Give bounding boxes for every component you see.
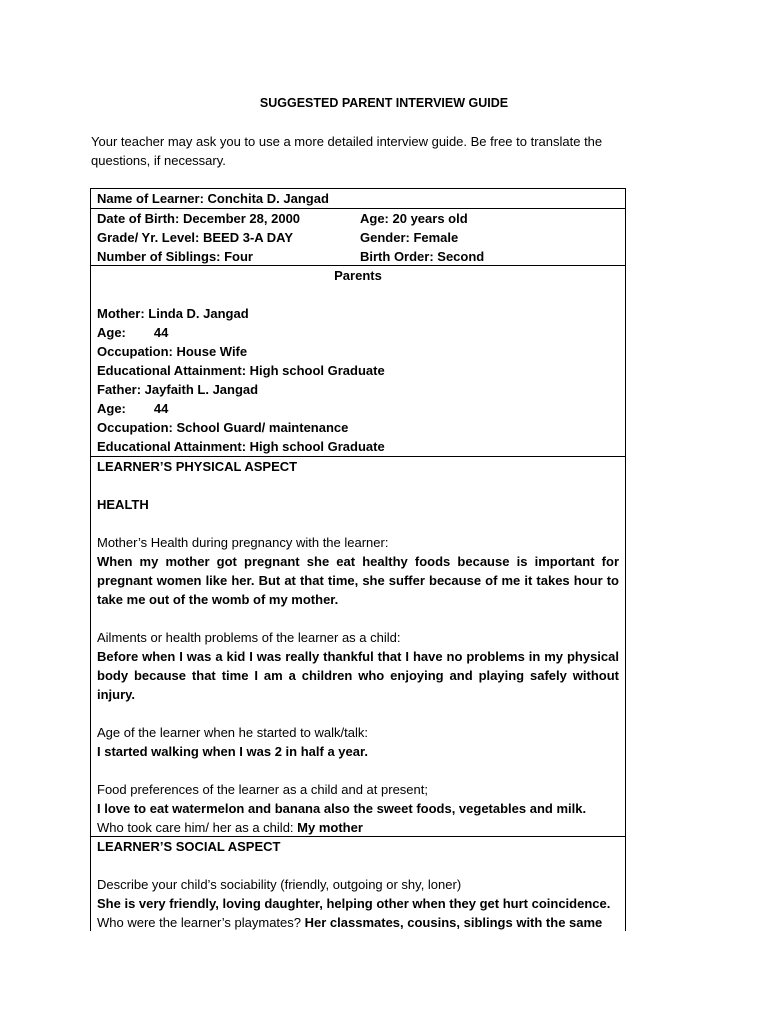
social-aspect-heading: LEARNER’S SOCIAL ASPECT [97, 839, 281, 854]
caretaker-line [97, 818, 619, 837]
gender: Gender: Female [360, 230, 459, 245]
physical-aspect-heading: LEARNER’S PHYSICAL ASPECT [97, 459, 298, 474]
ailments-answer: Before when I was a kid I was really thankful that I have no problems in my physical body because that time I am a children who enjoying and playing safely without injury. [97, 649, 619, 702]
playmates-answer: Her classmates, cousins, siblings with the same [304, 915, 603, 930]
father-age-label: Age: [97, 401, 126, 416]
pregnancy-answer: When my mother got pregnant she eat healthy foods because is important for pregnant women like her. But at that time, she suffer because of me it takes hour to take me out of the womb of my mother. [97, 554, 619, 607]
father-name: Father: Jayfaith L. Jangad [97, 382, 259, 397]
document-title: SUGGESTED PARENT INTERVIEW GUIDE [259, 96, 509, 110]
food-question: Food preferences of the learner as a child and at present; [97, 782, 428, 797]
father-education: Educational Attainment: High school Graduate [97, 439, 385, 454]
walk-talk-answer: I started walking when I was 2 in half a year. [97, 744, 368, 759]
caretaker-answer: My mother [297, 820, 363, 835]
mother-age: 44 [153, 325, 169, 340]
physical-aspect-cell [91, 457, 625, 837]
playmates-line [97, 913, 619, 931]
learner-name: Name of Learner: Conchita D. Jangad [97, 191, 329, 206]
interview-table [90, 188, 626, 931]
number-of-siblings: Number of Siblings: Four [97, 249, 253, 264]
food-answer: I love to eat watermelon and banana also the sweet foods, vegetables and milk. [97, 801, 587, 816]
father-age: 44 [153, 401, 169, 416]
mother-occupation: Occupation: House Wife [97, 344, 248, 359]
health-heading: HEALTH [97, 497, 149, 512]
ailments-question: Ailments or health problems of the learner as a child: [97, 630, 401, 645]
pregnancy-question: Mother’s Health during pregnancy with the learner: [97, 535, 389, 550]
learner-name-cell [91, 189, 625, 209]
mother-name: Mother: Linda D. Jangad [97, 306, 249, 321]
father-occupation: Occupation: School Guard/ maintenance [97, 420, 349, 435]
playmates-question: Who were the learner’s playmates? [97, 915, 305, 930]
social-aspect-cell [91, 837, 625, 931]
mother-age-line [97, 323, 619, 342]
father-age-line [97, 399, 619, 418]
mother-education: Educational Attainment: High school Graduate [97, 363, 385, 378]
learner-info-cell [91, 209, 625, 266]
intro-paragraph: Your teacher may ask you to use a more detailed interview guide. Be free to translate the questions, if necessary. [91, 134, 603, 168]
grade-level: Grade/ Yr. Level: BEED 3-A DAY [97, 230, 294, 245]
mother-age-label: Age: [97, 325, 126, 340]
date-of-birth: Date of Birth: December 28, 2000 [97, 211, 301, 226]
parents-heading: Parents [334, 268, 382, 283]
walk-talk-question: Age of the learner when he started to walk/talk: [97, 725, 368, 740]
learner-age: Age: 20 years old [360, 211, 468, 226]
sociability-answer: She is very friendly, loving daughter, helping other when they get hurt coincidence. [97, 896, 611, 911]
parents-cell [91, 266, 625, 457]
sociability-question: Describe your child’s sociability (friendly, outgoing or shy, loner) [97, 877, 462, 892]
birth-order: Birth Order: Second [360, 249, 485, 264]
caretaker-question: Who took care him/ her as a child: [97, 820, 298, 835]
